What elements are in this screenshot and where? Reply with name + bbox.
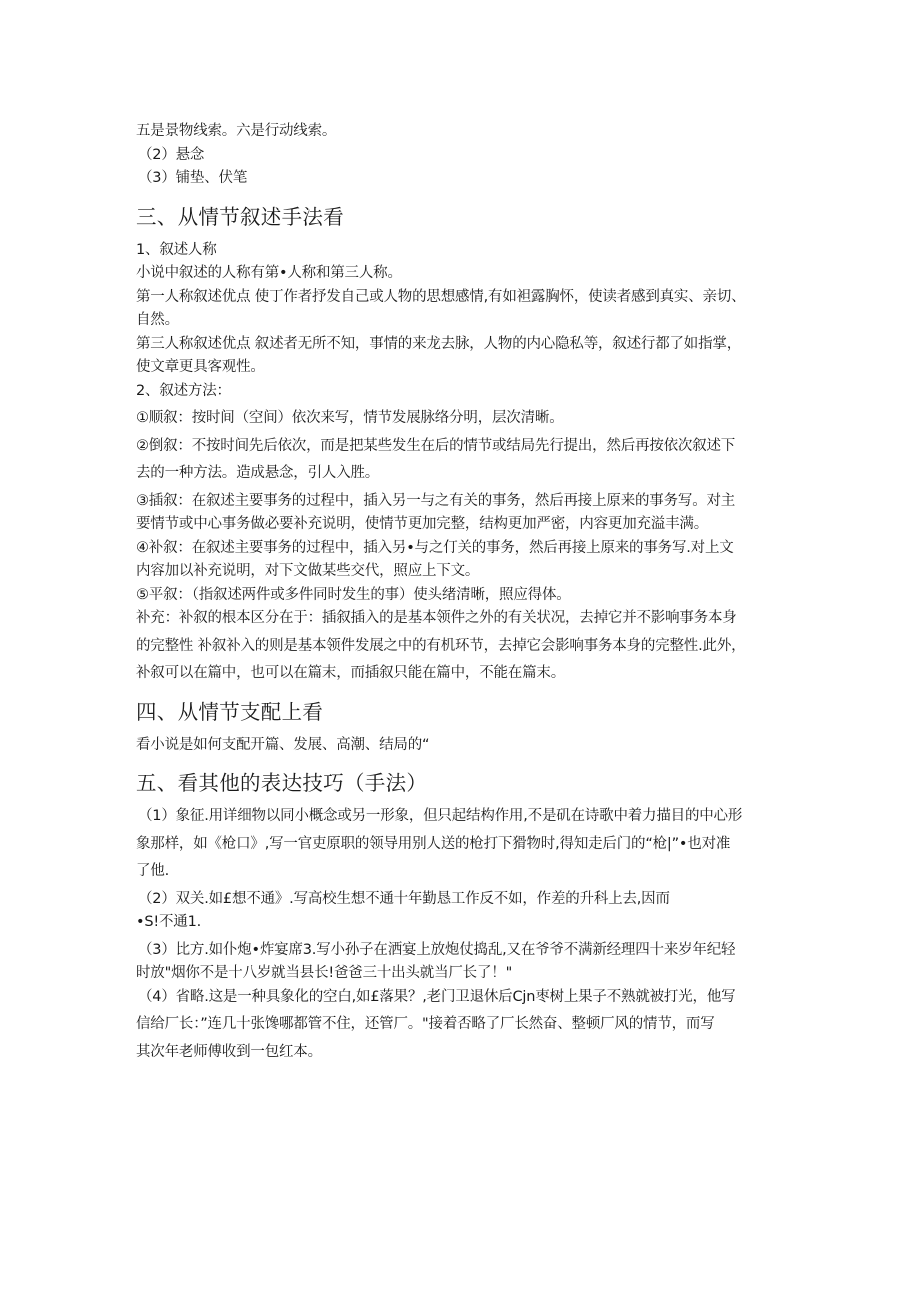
text-line: 使文章更具客观性。 (136, 359, 265, 375)
text-line: 象那样，如《枪口》,写一官吏原职的领导用别人送的枪打下猾物时,得知走后门的“枪|”•也对准 (136, 835, 731, 852)
text-line: ②倒叙：不按时间先后依次，而是把某些发生在后的情节或结局先行提出，然后再按依次叙述下 (136, 437, 736, 454)
text-line: 内容加以补充说明，对下文做某些交代，照应上下文。 (136, 563, 480, 579)
text-line: 信给厂长：”连几十张馋哪都管不住，还管厂。"接着否略了厂长然奋、整顿厂风的情节，而写 (136, 1016, 715, 1032)
text-line: （3）铺垫、伏笔 (138, 170, 248, 186)
text-line: 其次年老师傅收到一包红本。 (136, 1043, 322, 1060)
text-line: 时放"烟你不是十八岁就当县长!爸爸三十出头就当厂长了！" (136, 965, 513, 981)
text-line: （3）比方.如仆炮•炸宴席3.写小孙子在洒宴上放炮仗捣乱,又在爷爷不满新经理四十来岁年纪轻 (138, 941, 736, 958)
text-line: 小说中叙述的人称有第•人称和第三人称。 (136, 265, 402, 281)
text-line: （2）悬念 (138, 146, 205, 163)
text-line: 的完整性 补叙补入的则是基本领件发展之中的有机环节，去掉它会影响事务本身的完整性.此外， (136, 637, 746, 654)
text-line: （1）象征.用详细物以同小概念或另一形象，但只起结构作用,不是矶在诗歌中着力描目的中心形 (138, 808, 743, 824)
text-line: ④补叙：在叙述主要事务的过程中，插入另•与之仃关的事务，然后再接上原来的事务写.对上文 (136, 539, 734, 556)
text-line: ①顺叙：按时间（空间）依次来写，情节发展脉络分明，层次清晰。 (136, 410, 564, 426)
document-page (136, 120, 786, 1064)
text-line: 去的一种方法。造成悬念，引人入胜。 (136, 465, 380, 481)
text-line: 要情节或中心事务做必要补充说明，使情节更加完整，结构更加严密，内容更加充溢丰满。 (136, 516, 708, 532)
section-heading-3: 三、从情节叙述手法看 (136, 204, 344, 229)
section-heading-4: 四、从情节支配上看 (136, 699, 324, 724)
text-line: 了他. (136, 863, 170, 879)
section-heading-5: 五、看其他的表达技巧（手法） (136, 771, 428, 795)
text-line: 第一人称叙述优点 使丁作者抒发自己或人物的思想感情,有如袒露胸怀，使读者感到真实、亲切、 (136, 288, 746, 305)
text-line: 五是景物线索。六是行动线索。 (136, 123, 337, 139)
text-line: 第三人称叙述优点 叙述者无所不知，事情的来龙去脉，人物的内心隐私等，叙述行都了如指掌， (136, 335, 742, 352)
text-line: （4）省略.这是一种具象化的空白,如£落果？,老门卫退休后Cjn枣树上果子不熟就被打光，他写 (138, 988, 736, 1005)
text-line: 自然。 (136, 312, 179, 328)
text-line: 补充：补叙的根本区分在于：插叙插入的是基本领件之外的有关状况，去掉它并不影响事务本身 (136, 610, 737, 626)
text-line: 看小说是如何支配开篇、发展、高潮、结局的“ (136, 736, 430, 753)
text-line: ⑤平叙：（指叙述两件或多件同时发生的事）使头绪清晰，照应得体。 (136, 586, 571, 603)
text-line: ③插叙：在叙述主要事务的过程中，插入另一与之有关的事务，然后再接上原来的事务写。对主 (136, 492, 736, 509)
text-line: 2、叙述方法： (136, 382, 231, 399)
text-line: •S!不通1. (136, 914, 202, 930)
text-line: 1、叙述人称 (136, 241, 217, 258)
text-line: （2）双关.如£想不通》.写高校生想不通十年勤恳工作反不如，作差的升科上去,因而 (138, 890, 670, 907)
text-line: 补叙可以在篇中，也可以在篇末，而插叙只能在篇中，不能在篇末。 (136, 665, 565, 681)
